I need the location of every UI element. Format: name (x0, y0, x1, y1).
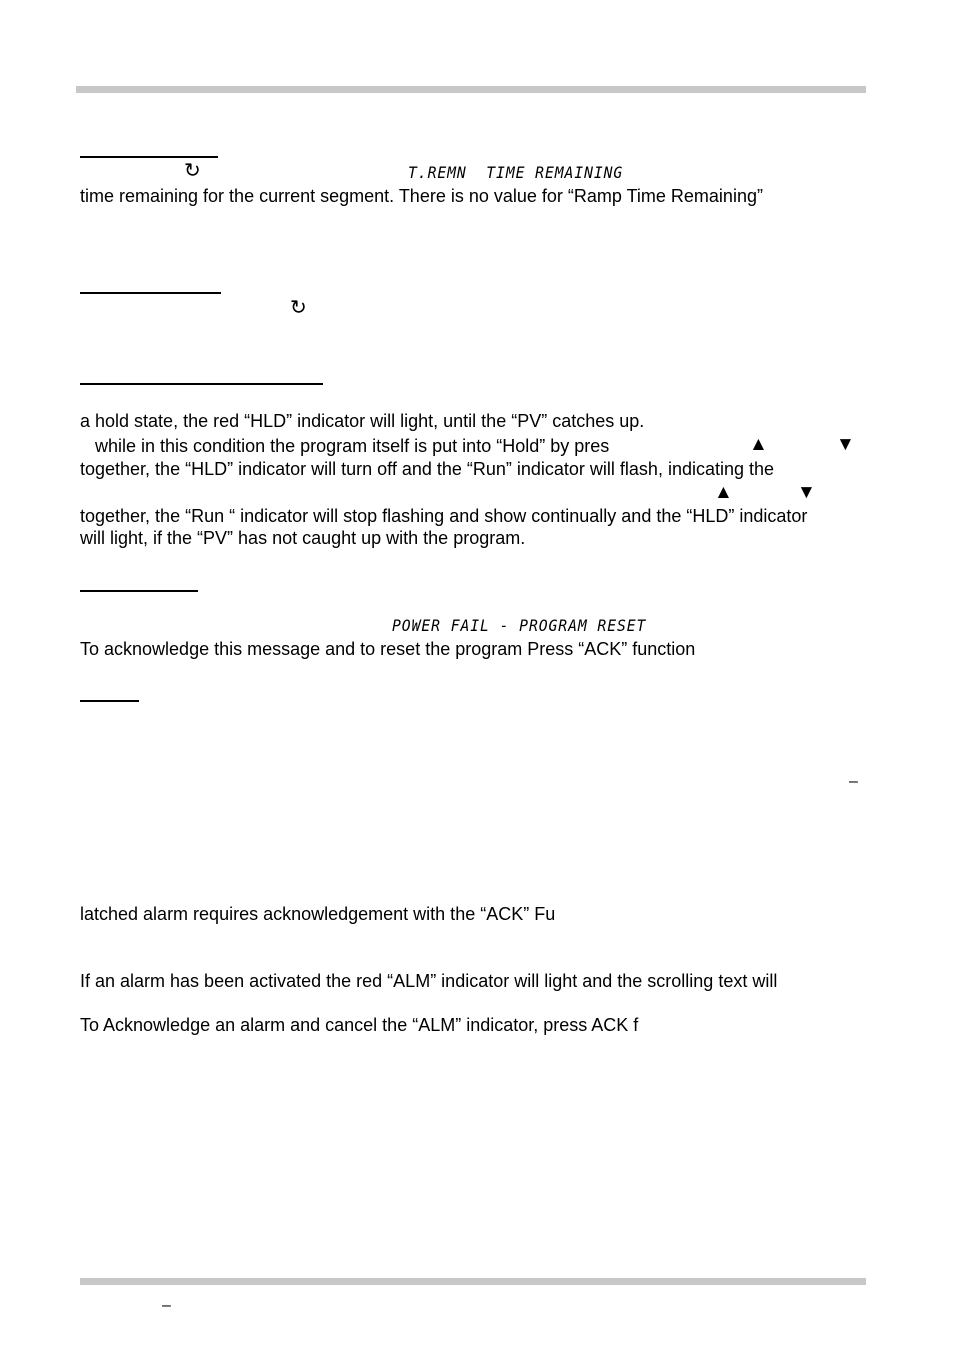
footer-dash: – (162, 1297, 171, 1314)
paragraph-line: If an alarm has been activated the red “ALM” indicator will light and the scrolling text will (80, 971, 778, 991)
footer-rule (80, 1278, 866, 1285)
header-rule (76, 86, 866, 93)
up-arrow-icon: ▲ (714, 482, 733, 503)
section-heading-underline (80, 156, 218, 158)
section-heading-underline (80, 700, 139, 702)
paragraph-line: together, the “Run “ indicator will stop flashing and show continually and the “HLD” indicator (80, 506, 808, 526)
paragraph-line: To Acknowledge an alarm and cancel the “ALM” indicator, press ACK f (80, 1015, 639, 1035)
paragraph-line: while in this condition the program itself is put into “Hold” by pres (95, 436, 610, 456)
lcd-display-time-remaining: T.REMN TIME REMAINING (408, 163, 624, 182)
paragraph-line: will light, if the “PV” has not caught up with the program. (80, 528, 526, 548)
section-heading-underline (80, 590, 198, 592)
down-arrow-icon: ▼ (836, 434, 855, 455)
scroll-icon: ↻ (290, 297, 307, 319)
paragraph-line: latched alarm requires acknowledgement with the “ACK” Fu (80, 904, 556, 924)
section-heading-underline (80, 383, 323, 385)
paragraph-line: time remaining for the current segment. There is no value for “Ramp Time Remaining” (80, 186, 763, 206)
paragraph-line: To acknowledge this message and to reset the program Press “ACK” function (80, 639, 696, 659)
dash-mark: – (849, 773, 858, 790)
down-arrow-icon: ▼ (797, 482, 816, 503)
paragraph-line: together, the “HLD” indicator will turn off and the “Run” indicator will flash, indicating the (80, 459, 775, 479)
lcd-display-power-fail: POWER FAIL - PROGRAM RESET (392, 616, 647, 635)
section-heading-underline (80, 292, 221, 294)
paragraph-line: a hold state, the red “HLD” indicator will light, until the “PV” catches up. (80, 411, 645, 431)
up-arrow-icon: ▲ (749, 434, 768, 455)
scroll-icon: ↻ (184, 160, 201, 182)
